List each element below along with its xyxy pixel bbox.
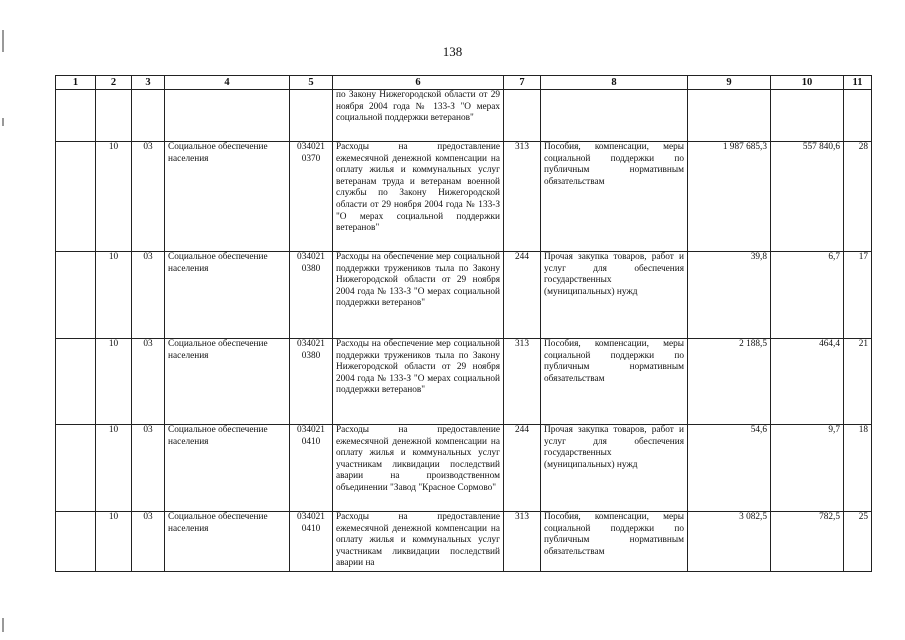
cell-expense-type: 244 bbox=[504, 252, 541, 339]
scan-edge-mark bbox=[2, 618, 4, 632]
cell-expense-name bbox=[541, 90, 688, 142]
cell-subsection: 03 bbox=[132, 425, 165, 512]
column-header: 3 bbox=[132, 76, 165, 90]
cell-amount-plan: 54,6 bbox=[688, 425, 771, 512]
cell-section: 10 bbox=[96, 339, 132, 425]
header-row bbox=[56, 76, 872, 90]
column-header: 9 bbox=[688, 76, 771, 90]
cell-target-code: 034021 0410 bbox=[290, 512, 333, 572]
cell-amount-actual: 464,4 bbox=[771, 339, 844, 425]
table-row bbox=[56, 90, 872, 142]
cell-section-name: Социальное обеспечение населения bbox=[165, 142, 290, 252]
column-header: 4 bbox=[165, 76, 290, 90]
cell-subsection: 03 bbox=[132, 512, 165, 572]
cell-subsection: 03 bbox=[132, 142, 165, 252]
cell-description: по Закону Нижегородской области от 29 ноября 2004 года № 133-З "О мерах социальной поддержки ветеранов" bbox=[333, 90, 504, 142]
cell-expense-type: 313 bbox=[504, 339, 541, 425]
cell-section-name: Социальное обеспечение населения bbox=[165, 339, 290, 425]
cell-section bbox=[96, 90, 132, 142]
cell-expense-name: Прочая закупка товаров, работ и услуг для обеспечения государственных (муниципальных) нужд bbox=[541, 425, 688, 512]
cell-description: Расходы на предоставление ежемесячной денежной компенсации на оплату жилья и коммунальных услуг ветеранам труда и ветеранам военной службы по Закону Нижегородской области от 29 ноября 2004 года № 133-З "О мерах социальной поддержки ветеранов" bbox=[333, 142, 504, 252]
cell-description: Расходы на обеспечение мер социальной поддержки тружеников тыла по Закону Нижегородской области от 29 ноября 2004 года № 133-З "О мерах социальной поддержки ветеранов" bbox=[333, 339, 504, 425]
cell-col1 bbox=[56, 142, 96, 252]
column-header: 7 bbox=[504, 76, 541, 90]
cell-target-code: 034021 0380 bbox=[290, 252, 333, 339]
cell-amount-actual bbox=[771, 90, 844, 142]
cell-amount-plan bbox=[688, 90, 771, 142]
cell-expense-type: 313 bbox=[504, 142, 541, 252]
table-row bbox=[56, 252, 872, 339]
column-header: 5 bbox=[290, 76, 333, 90]
cell-target-code: 034021 0380 bbox=[290, 339, 333, 425]
cell-amount-plan: 3 082,5 bbox=[688, 512, 771, 572]
column-header: 2 bbox=[96, 76, 132, 90]
scan-edge-mark bbox=[2, 118, 4, 126]
cell-target-code bbox=[290, 90, 333, 142]
column-header: 10 bbox=[771, 76, 844, 90]
cell-target-code: 034021 0370 bbox=[290, 142, 333, 252]
page-number: 138 bbox=[442, 44, 463, 59]
table-row bbox=[56, 425, 872, 512]
cell-expense-name: Пособия, компенсации, меры социальной поддержки по публичным нормативным обязательствам bbox=[541, 512, 688, 572]
table-row bbox=[56, 339, 872, 425]
cell-section-name: Социальное обеспечение населения bbox=[165, 425, 290, 512]
cell-col1 bbox=[56, 339, 96, 425]
cell-percent bbox=[844, 90, 872, 142]
cell-section: 10 bbox=[96, 252, 132, 339]
cell-amount-actual: 6,7 bbox=[771, 252, 844, 339]
cell-percent: 18 bbox=[844, 425, 872, 512]
cell-target-code: 034021 0410 bbox=[290, 425, 333, 512]
cell-subsection bbox=[132, 90, 165, 142]
cell-description: Расходы на обеспечение мер социальной поддержки тружеников тыла по Закону Нижегородской области от 29 ноября 2004 года № 133-З "О мерах социальной поддержки ветеранов" bbox=[333, 252, 504, 339]
cell-expense-name: Пособия, компенсации, меры социальной поддержки по публичным нормативным обязательствам bbox=[541, 142, 688, 252]
cell-amount-plan: 2 188,5 bbox=[688, 339, 771, 425]
cell-section-name: Социальное обеспечение населения bbox=[165, 252, 290, 339]
cell-subsection: 03 bbox=[132, 252, 165, 339]
cell-amount-actual: 782,5 bbox=[771, 512, 844, 572]
cell-percent: 25 bbox=[844, 512, 872, 572]
cell-expense-name: Пособия, компенсации, меры социальной поддержки по публичным нормативным обязательствам bbox=[541, 339, 688, 425]
cell-col1 bbox=[56, 252, 96, 339]
cell-amount-plan: 39,8 bbox=[688, 252, 771, 339]
cell-section: 10 bbox=[96, 142, 132, 252]
column-header: 1 bbox=[56, 76, 96, 90]
cell-amount-actual: 557 840,6 bbox=[771, 142, 844, 252]
table-row bbox=[56, 512, 872, 572]
cell-subsection: 03 bbox=[132, 339, 165, 425]
cell-col1 bbox=[56, 90, 96, 142]
column-header: 11 bbox=[844, 76, 872, 90]
cell-description: Расходы на предоставление ежемесячной денежной компенсации на оплату жилья и коммунальных услуг участникам ликвидации последствий аварии на bbox=[333, 512, 504, 572]
cell-amount-plan: 1 987 685,3 bbox=[688, 142, 771, 252]
cell-expense-type: 244 bbox=[504, 425, 541, 512]
table-row bbox=[56, 142, 872, 252]
cell-amount-actual: 9,7 bbox=[771, 425, 844, 512]
cell-section-name bbox=[165, 90, 290, 142]
cell-description: Расходы на предоставление ежемесячной денежной компенсации на оплату жилья и коммунальных услуг участникам ликвидации последствий аварии на производственном объединении "Завод "Красное Сормово" bbox=[333, 425, 504, 512]
cell-expense-type bbox=[504, 90, 541, 142]
cell-percent: 17 bbox=[844, 252, 872, 339]
column-header: 8 bbox=[541, 76, 688, 90]
column-header: 6 bbox=[333, 76, 504, 90]
cell-section: 10 bbox=[96, 512, 132, 572]
cell-percent: 28 bbox=[844, 142, 872, 252]
budget-table bbox=[55, 75, 872, 572]
cell-percent: 21 bbox=[844, 339, 872, 425]
cell-col1 bbox=[56, 425, 96, 512]
cell-expense-type: 313 bbox=[504, 512, 541, 572]
cell-section: 10 bbox=[96, 425, 132, 512]
cell-col1 bbox=[56, 512, 96, 572]
cell-section-name: Социальное обеспечение населения bbox=[165, 512, 290, 572]
cell-expense-name: Прочая закупка товаров, работ и услуг для обеспечения государственных (муниципальных) нужд bbox=[541, 252, 688, 339]
